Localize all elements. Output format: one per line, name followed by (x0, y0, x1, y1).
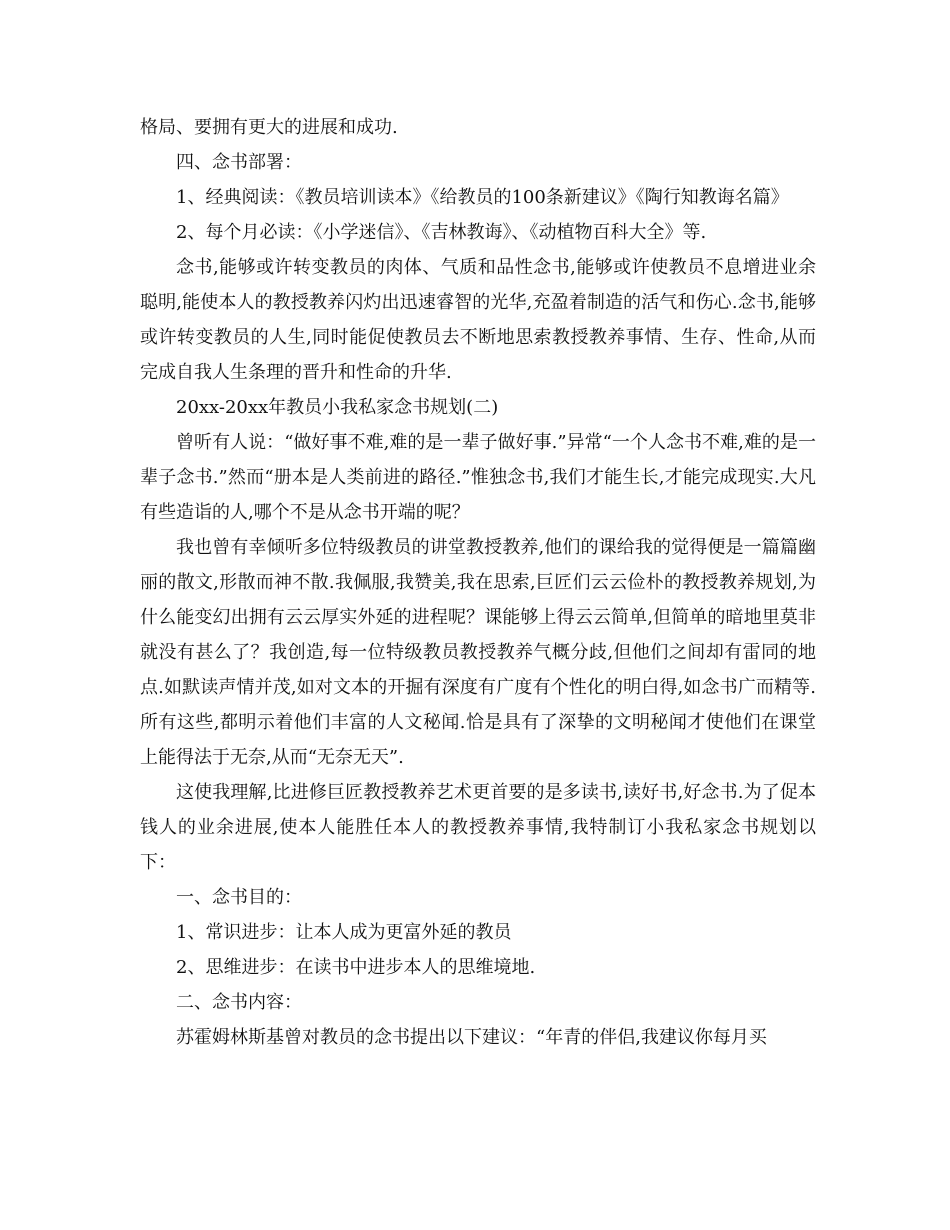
paragraph: 苏霍姆林斯基曾对教员的念书提出以下建议：“年青的伴侣,我建议你每月买 (176, 1027, 767, 1048)
section-heading: 四、念书部署： (176, 152, 302, 173)
list-item: 1、常识进步：让本人成为更富外延的教员 (176, 922, 512, 943)
paragraph: 格局、要拥有更大的进展和成功. (140, 117, 398, 138)
section-heading: 二、念书内容： (176, 992, 302, 1013)
section-heading: 一、念书目的： (176, 887, 302, 908)
paragraph: 念书,能够或许转变教员的肉体、气质和品性念书,能够或许使教员不息增进业余聪明,能使本人的教授教养闪灼出迅速睿智的光华,充盈着制造的活气和伤心.念书,能够或许转变教员的人生,同时能促使教员去不断地思索教授教养事情、生存、性命,从而完成自我人生条理的晋升和性命的升华. (140, 257, 816, 383)
paragraph: 我也曾有幸倾听多位特级教员的讲堂教授教养,他们的课给我的觉得便是一篇篇幽丽的散文,形散而神不散.我佩服,我赞美,我在思索,巨匠们云云俭朴的教授教养规划,为什么能变幻出拥有云云厚实外延的进程呢？课能够上得云云简单,但简单的暗地里莫非就没有甚么了？我创造,每一位特级教员教授教养气概分歧,但他们之间却有雷同的地点.如默读声情并茂,如对文本的开掘有深度有广度有个性化的明白得,如念书广而精等.所有这些,都明示着他们丰富的人文秘闻.恰是具有了深挚的文明秘闻才使他们在课堂上能得法于无奈,从而“无奈无天”. (140, 537, 816, 768)
document-body (140, 110, 816, 1055)
list-item: 1、经典阅读：《教员培训读本》《给教员的100条新建议》《陶行知教诲名篇》 (176, 187, 789, 208)
paragraph: 这使我理解,比进修巨匠教授教养艺术更首要的是多读书,读好书,好念书.为了促本钱人的业余进展,使本人能胜任本人的教授教养事情,我特制订小我私家念书规划以下： (140, 782, 816, 873)
paragraph: 曾听有人说：“做好事不难,难的是一辈子做好事.”异常“一个人念书不难,难的是一辈子念书.”然而“册本是人类前进的路径.”惟独念书,我们才能生长,才能完成现实.大凡有些造诣的人,哪个不是从念书开端的呢？ (140, 432, 816, 523)
document-subtitle: 20xx-20xx年教员小我私家念书规划(二) (176, 397, 499, 418)
list-item: 2、每个月必读：《小学迷信》、《吉林教诲》、《动植物百科大全》等. (176, 222, 707, 243)
list-item: 2、思维进步：在读书中进步本人的思维境地. (176, 957, 536, 978)
